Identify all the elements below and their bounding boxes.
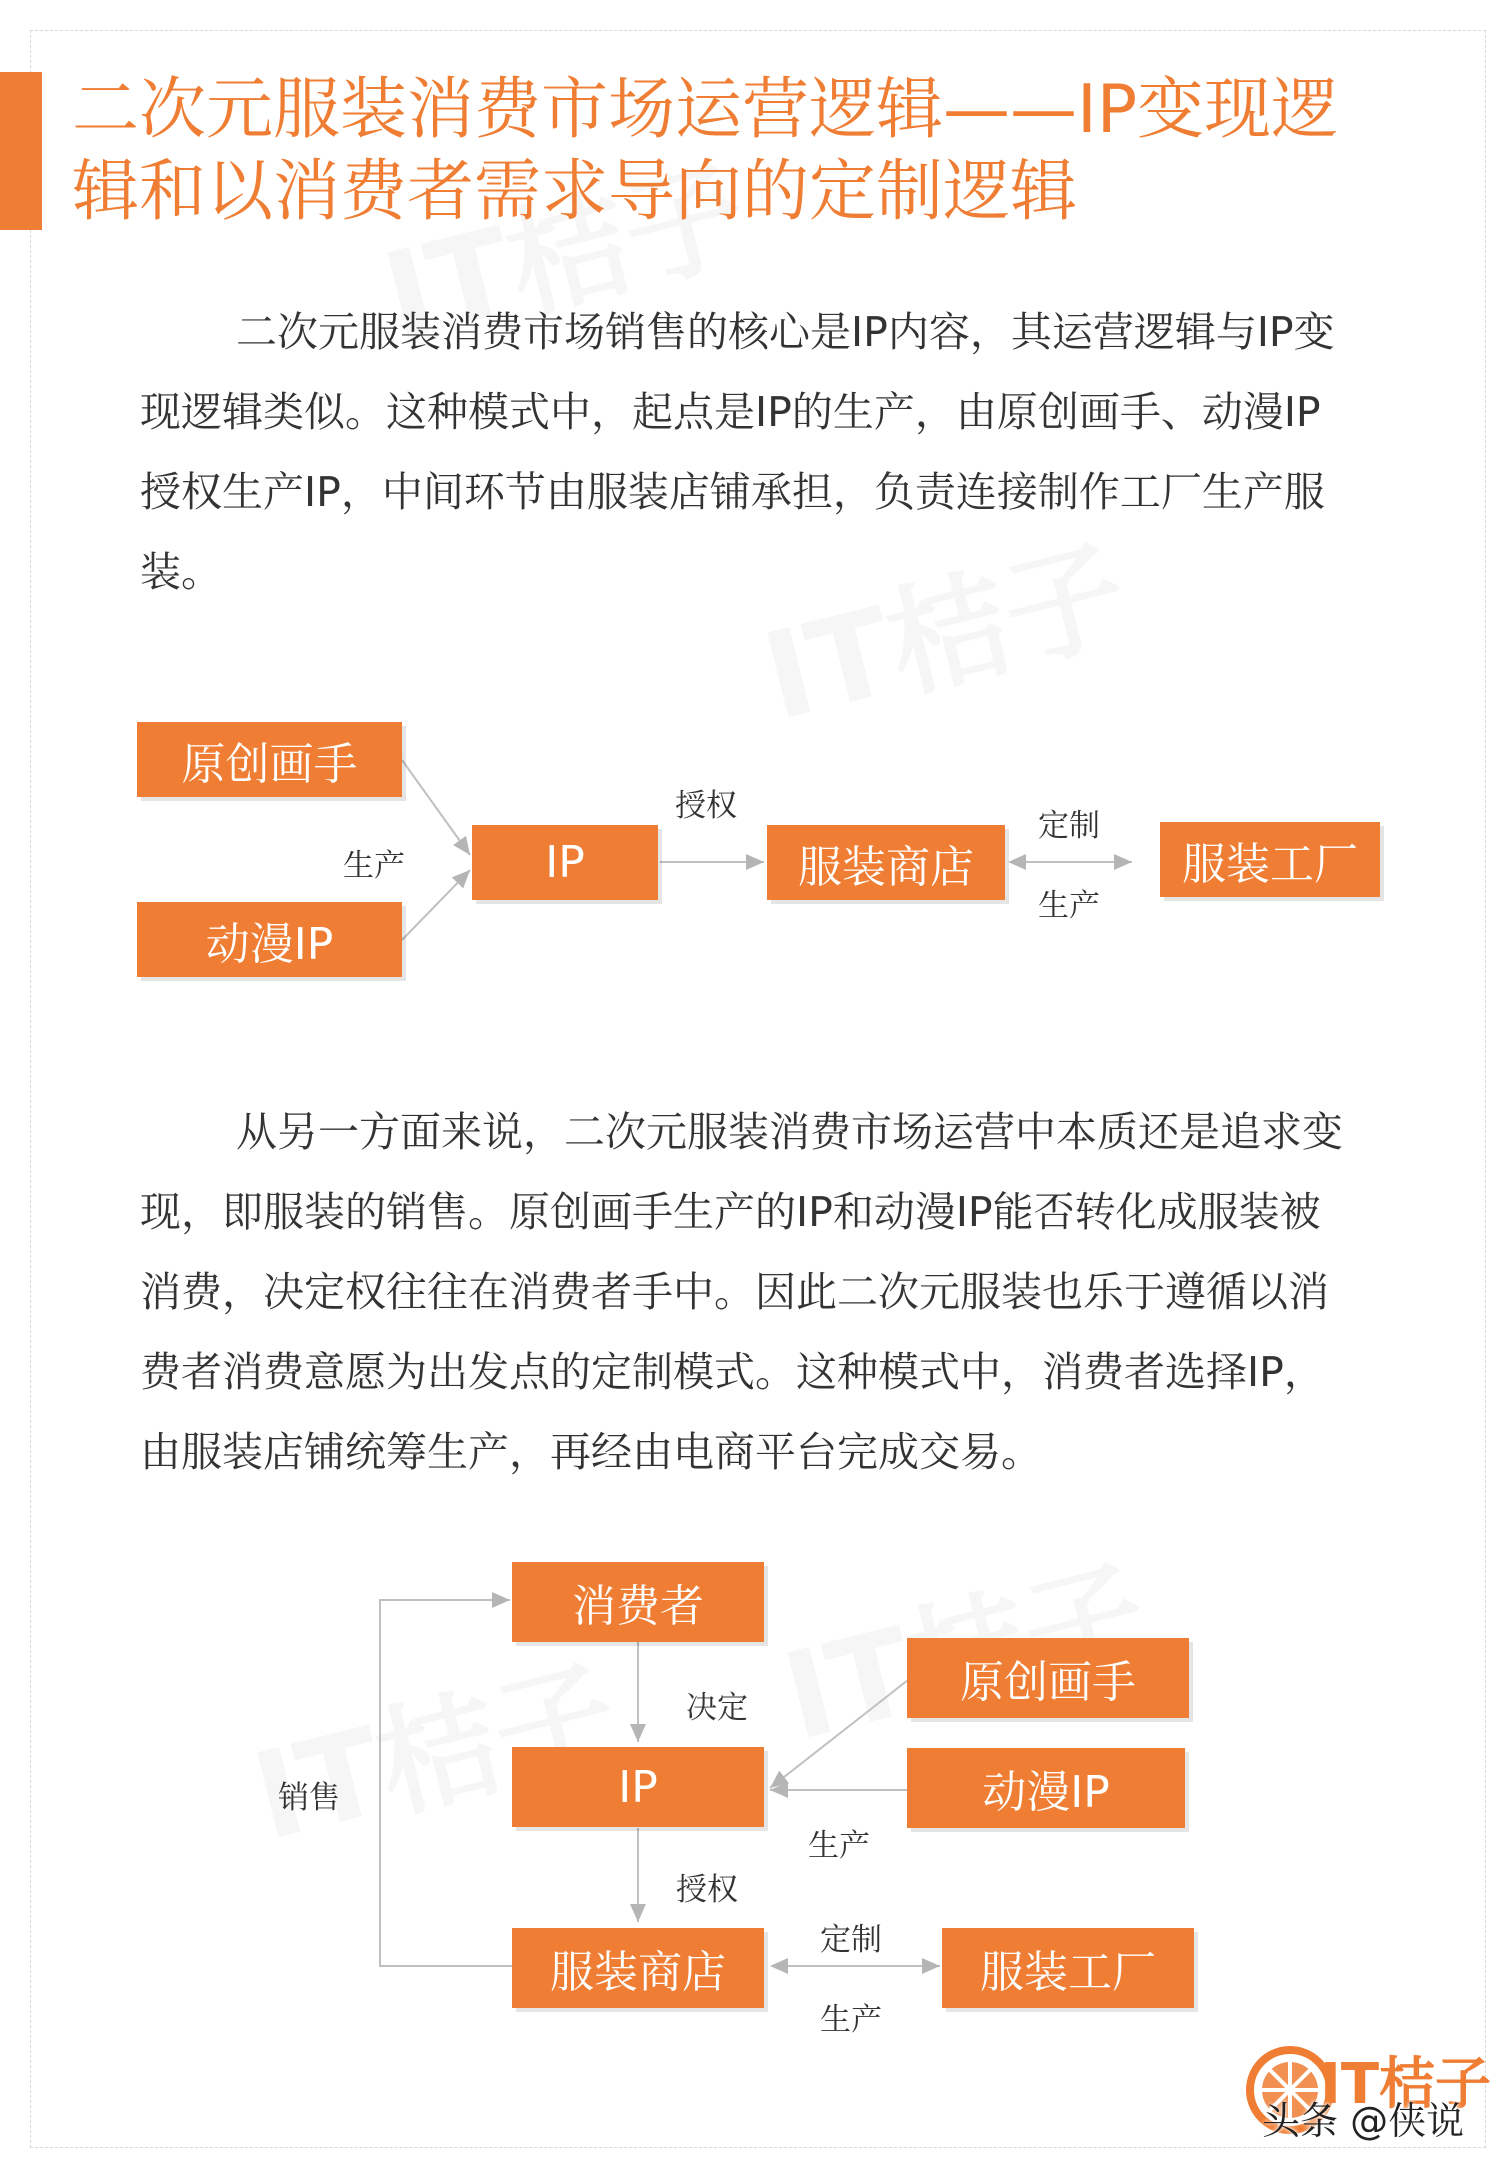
box-clothing-factory: 服装工厂: [1160, 822, 1380, 897]
label-produce2-d2: 生产: [820, 2002, 882, 2038]
box-clothing-factory-2: 服装工厂: [942, 1928, 1194, 2008]
box-clothing-shop-2: 服装商店: [512, 1928, 764, 2008]
box-original-artist: 原创画手: [137, 722, 402, 797]
label-customize: 定制: [1038, 808, 1100, 844]
box-consumer: 消费者: [512, 1562, 764, 1642]
connector-anime-ip: [402, 870, 470, 940]
box-anime-ip: 动漫IP: [137, 902, 402, 977]
box-clothing-shop: 服装商店: [767, 825, 1005, 900]
logo-text: IT桔子: [1320, 2052, 1492, 2117]
page-title: 二次元服装消费市场运营逻辑——IP变现逻辑和以消费者需求导向的定制逻辑: [72, 70, 1339, 230]
label-produce-2: 生产: [1038, 888, 1100, 924]
box-ip: IP: [472, 825, 658, 900]
source-credit: 头条 @侠说: [1262, 2099, 1465, 2143]
label-produce-d2: 生产: [808, 1828, 870, 1864]
label-license: 授权: [675, 788, 737, 824]
connector-sales-loop: [380, 1600, 512, 1966]
label-decide: 决定: [686, 1690, 748, 1726]
paragraph-1: 二次元服装消费市场销售的核心是IP内容，其运营逻辑与IP变现逻辑类似。这种模式中，起点是IP的生产，由原创画手、动漫IP授权生产IP，中间环节由服装店铺承担，负责连接制作工厂生产服装。: [140, 308, 1335, 596]
label-customize-d2: 定制: [820, 1922, 882, 1958]
connector-artist-ip: [402, 760, 470, 855]
paragraph-2: 从另一方面来说，二次元服装消费市场运营中本质还是追求变现，即服装的销售。原创画手生产的IP和动漫IP能否转化成服装被消费，决定权往往在消费者手中。因此二次元服装也乐于遵循以消费者消费意愿为出发点的定制模式。这种模式中，消费者选择IP，由服装店铺统筹生产，再经由电商平台完成交易。: [140, 1108, 1343, 1476]
box-original-artist-2: 原创画手: [907, 1638, 1189, 1718]
box-anime-ip-2: 动漫IP: [907, 1748, 1185, 1828]
connector-artist-ip-2: [770, 1680, 908, 1788]
box-ip-2: IP: [512, 1747, 764, 1827]
label-license-d2: 授权: [676, 1872, 738, 1908]
label-produce: 生产: [343, 848, 405, 884]
label-sell: 销售: [278, 1780, 340, 1816]
